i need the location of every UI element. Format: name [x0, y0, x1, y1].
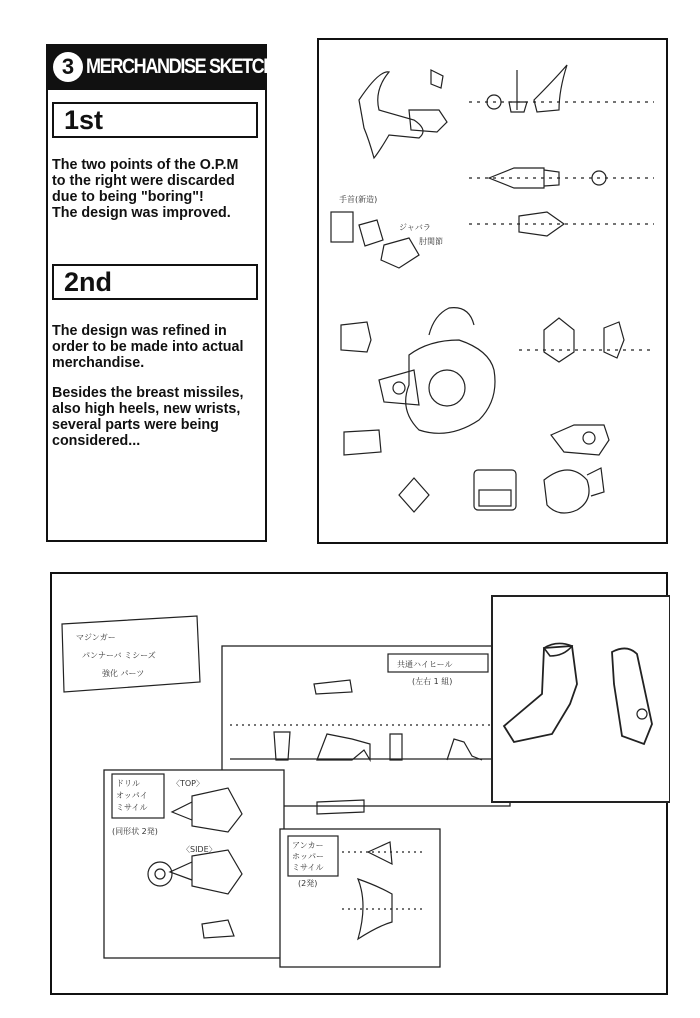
svg-text:ホッパー: ホッパー [292, 852, 324, 861]
svg-text:パンナーバ ミシーズ: パンナーバ ミシーズ [82, 651, 156, 660]
svg-text:手首(新造): 手首(新造) [339, 195, 378, 204]
svg-text:(左右 1 組): (左右 1 組) [412, 677, 453, 686]
breast-missile-sketches [319, 40, 670, 546]
sketch-sheet-2 [50, 572, 668, 995]
svg-text:〈TOP〉: 〈TOP〉 [172, 779, 205, 788]
svg-text:オッパイ: オッパイ [116, 791, 148, 800]
svg-text:ミサイル: ミサイル [116, 803, 148, 812]
section-number-badge: 3 [53, 52, 83, 82]
section-header [46, 44, 297, 90]
svg-text:(同形状 2発): (同形状 2発) [112, 827, 158, 836]
svg-text:ジャバラ: ジャバラ [399, 223, 431, 232]
svg-text:ドリル: ドリル [116, 779, 140, 788]
sticky-note [62, 616, 200, 692]
svg-text:〈SIDE〉: 〈SIDE〉 [182, 845, 217, 854]
parts-sketches [52, 574, 670, 997]
svg-text:共通ハイヒール: 共通ハイヒール [397, 660, 453, 669]
svg-text:ミサイル: ミサイル [292, 863, 324, 872]
svg-text:強化 パーツ: 強化 パーツ [102, 669, 145, 678]
svg-text:肘関節: 肘関節 [419, 237, 443, 246]
step-1-label: 1st [52, 102, 258, 138]
section-title: MERCHANDISE SKETCHES [86, 55, 297, 78]
sketch-sheet-1 [317, 38, 668, 544]
step-1-text: The two points of the O.P.M to the right were discarded due to being "boring"! The design was improved. [52, 157, 239, 221]
svg-text:マジンガー: マジンガー [76, 633, 116, 642]
step-2-text: The design was refined in order to be made into actual merchandise. Besides the breast missiles, also high heels, new wrists, several parts were being considered... [52, 323, 244, 449]
svg-text:(2発): (2発) [298, 879, 318, 888]
step-2-label: 2nd [52, 264, 258, 300]
svg-text:アンカー: アンカー [292, 841, 324, 850]
